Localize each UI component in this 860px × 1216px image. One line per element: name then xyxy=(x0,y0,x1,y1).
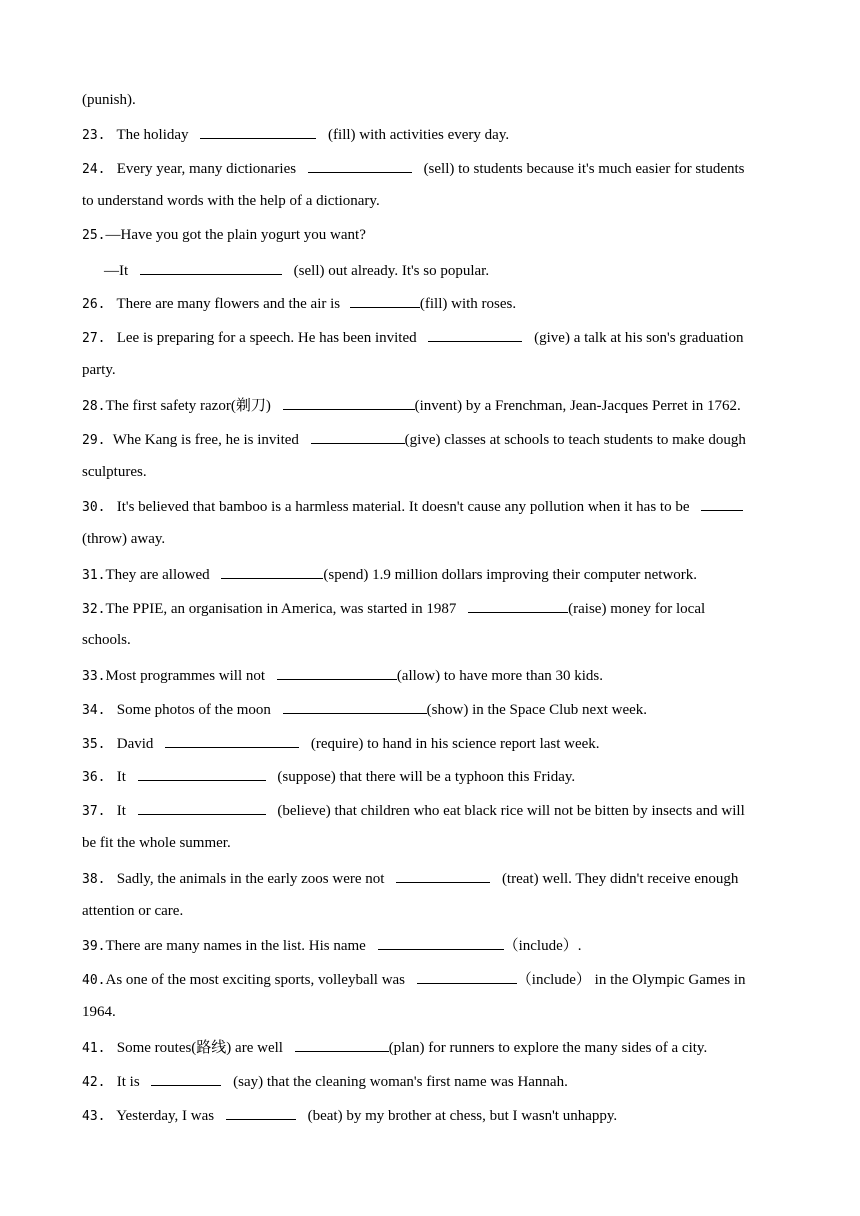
question-26 xyxy=(82,292,800,315)
line-text: to understand words with the help of a dictionary. xyxy=(82,193,380,209)
question-text: (sell) out already. It's so popular. xyxy=(293,263,490,279)
question-text: It's believed that bamboo is a harmless material. It doesn't cause any pollution when it has to be xyxy=(116,499,690,515)
question-text: There are many names in the list. His name xyxy=(105,938,366,954)
question-41 xyxy=(82,1036,800,1059)
question-text: —Have you got the plain yogurt you want? xyxy=(105,227,366,243)
question-number: 30. xyxy=(82,500,106,515)
answer-blank[interactable] xyxy=(283,698,427,714)
question-29-cont xyxy=(82,462,800,482)
question-number: 41. xyxy=(82,1041,106,1056)
question-38 xyxy=(82,867,800,890)
answer-blank[interactable] xyxy=(165,732,299,748)
question-43 xyxy=(82,1104,800,1127)
question-text: Some routes(路线) are well xyxy=(116,1040,283,1056)
question-36 xyxy=(82,765,800,788)
question-number: 24. xyxy=(82,162,106,177)
answer-blank[interactable] xyxy=(378,934,504,950)
question-text: Lee is preparing for a speech. He has been invited xyxy=(116,330,417,346)
answer-blank[interactable] xyxy=(428,326,522,342)
answer-blank[interactable] xyxy=(417,968,517,984)
question-38-cont xyxy=(82,901,800,921)
question-30-cont xyxy=(82,529,800,549)
question-text: Sadly, the animals in the early zoos were not xyxy=(116,871,385,887)
question-text: (beat) by my brother at chess, but I wasn't unhappy. xyxy=(307,1108,618,1124)
line-text: attention or care. xyxy=(82,903,184,919)
question-number: 40. xyxy=(82,973,106,988)
question-37 xyxy=(82,799,800,822)
question-24 xyxy=(82,157,800,180)
question-27-cont xyxy=(82,360,800,380)
continuation-line xyxy=(82,90,800,110)
answer-blank[interactable] xyxy=(277,664,397,680)
question-text: There are many flowers and the air is xyxy=(116,296,341,312)
question-text: (allow) to have more than 30 kids. xyxy=(396,668,604,684)
question-text: It xyxy=(116,769,126,785)
line-text: party. xyxy=(82,362,116,378)
question-text: (sell) to students because it's much easier for students xyxy=(423,161,745,177)
question-number: 42. xyxy=(82,1075,106,1090)
question-40-cont xyxy=(82,1002,800,1022)
question-text: (require) to hand in his science report last week. xyxy=(310,736,600,752)
answer-blank[interactable] xyxy=(151,1070,221,1086)
question-42 xyxy=(82,1070,800,1093)
question-33 xyxy=(82,664,800,687)
question-number: 27. xyxy=(82,331,106,346)
question-text: Most programmes will not xyxy=(105,668,266,684)
line-text: (throw) away. xyxy=(82,531,166,547)
answer-blank[interactable] xyxy=(138,799,266,815)
answer-blank[interactable] xyxy=(221,563,323,579)
question-text: (spend) 1.9 million dollars improving their computer network. xyxy=(323,567,698,583)
answer-blank[interactable] xyxy=(468,597,568,613)
question-text: The first safety razor(剃刀) xyxy=(105,398,271,414)
question-number: 28. xyxy=(82,399,106,414)
question-29 xyxy=(82,428,800,451)
question-text: Some photos of the moon xyxy=(116,702,271,718)
question-40 xyxy=(82,968,800,991)
question-34 xyxy=(82,698,800,721)
question-text: （include） in the Olympic Games in xyxy=(516,972,746,988)
question-number: 31. xyxy=(82,568,106,583)
question-number: 38. xyxy=(82,872,106,887)
question-text: (treat) well. They didn't receive enough xyxy=(501,871,739,887)
line-text: schools. xyxy=(82,632,131,648)
question-text: —It xyxy=(104,263,129,279)
answer-blank[interactable] xyxy=(283,394,415,410)
question-text: David xyxy=(116,736,154,752)
question-32-cont xyxy=(82,630,800,650)
question-39 xyxy=(82,934,800,957)
answer-blank[interactable] xyxy=(350,292,420,308)
question-25 xyxy=(82,225,800,246)
question-text: It is xyxy=(116,1074,140,1090)
question-number: 26. xyxy=(82,297,106,312)
question-30 xyxy=(82,495,800,518)
question-31 xyxy=(82,563,800,586)
question-text: (suppose) that there will be a typhoon this Friday. xyxy=(277,769,576,785)
question-text: (invent) by a Frenchman, Jean-Jacques Perret in 1762. xyxy=(414,398,741,414)
question-number: 29. xyxy=(82,433,106,448)
answer-blank[interactable] xyxy=(308,157,412,173)
answer-blank[interactable] xyxy=(396,867,490,883)
question-text: (raise) money for local xyxy=(568,601,706,617)
answer-blank[interactable] xyxy=(140,259,282,275)
answer-blank[interactable] xyxy=(200,123,316,139)
question-text: It xyxy=(116,803,126,819)
question-number: 34. xyxy=(82,703,106,718)
line-text: 1964. xyxy=(82,1004,116,1020)
question-text: (fill) with activities every day. xyxy=(328,127,510,143)
question-number: 37. xyxy=(82,804,106,819)
question-number: 39. xyxy=(82,939,106,954)
question-27 xyxy=(82,326,800,349)
question-text: (fill) with roses. xyxy=(419,296,517,312)
question-text: (believe) that children who eat black rice will not be bitten by insects and will xyxy=(277,803,745,819)
question-35 xyxy=(82,732,800,755)
question-25-reply xyxy=(104,259,800,281)
answer-blank[interactable] xyxy=(701,495,743,511)
question-text: （include）. xyxy=(503,938,582,954)
question-text: The PPIE, an organisation in America, was started in 1987 xyxy=(105,601,457,617)
question-text: (plan) for runners to explore the many sides of a city. xyxy=(388,1040,708,1056)
question-number: 33. xyxy=(82,669,106,684)
answer-blank[interactable] xyxy=(226,1104,296,1120)
question-text: (give) a talk at his son's graduation xyxy=(534,330,744,346)
answer-blank[interactable] xyxy=(295,1036,389,1052)
line-text: (punish). xyxy=(82,92,136,108)
question-text: They are allowed xyxy=(105,567,210,583)
question-text: (give) classes at schools to teach students to make dough xyxy=(404,432,746,448)
question-32 xyxy=(82,597,800,620)
question-text: (show) in the Space Club next week. xyxy=(426,702,648,718)
question-text: Yesterday, I was xyxy=(116,1108,215,1124)
question-text: The holiday xyxy=(116,127,189,143)
question-text: As one of the most exciting sports, volleyball was xyxy=(105,972,406,988)
question-text: Every year, many dictionaries xyxy=(116,161,297,177)
question-number: 35. xyxy=(82,737,106,752)
line-text: be fit the whole summer. xyxy=(82,835,231,851)
answer-blank[interactable] xyxy=(138,765,266,781)
question-number: 32. xyxy=(82,602,106,617)
question-text: (say) that the cleaning woman's first name was Hannah. xyxy=(233,1074,568,1090)
answer-blank[interactable] xyxy=(311,428,405,444)
question-number: 23. xyxy=(82,128,106,143)
question-37-cont xyxy=(82,833,800,853)
question-text: Whe Kang is free, he is invited xyxy=(112,432,299,448)
question-23 xyxy=(82,123,800,146)
question-number: 43. xyxy=(82,1109,106,1124)
question-number: 36. xyxy=(82,770,106,785)
line-text: sculptures. xyxy=(82,464,147,480)
question-24-cont xyxy=(82,191,800,211)
question-28 xyxy=(82,394,800,417)
question-number: 25. xyxy=(82,228,106,243)
